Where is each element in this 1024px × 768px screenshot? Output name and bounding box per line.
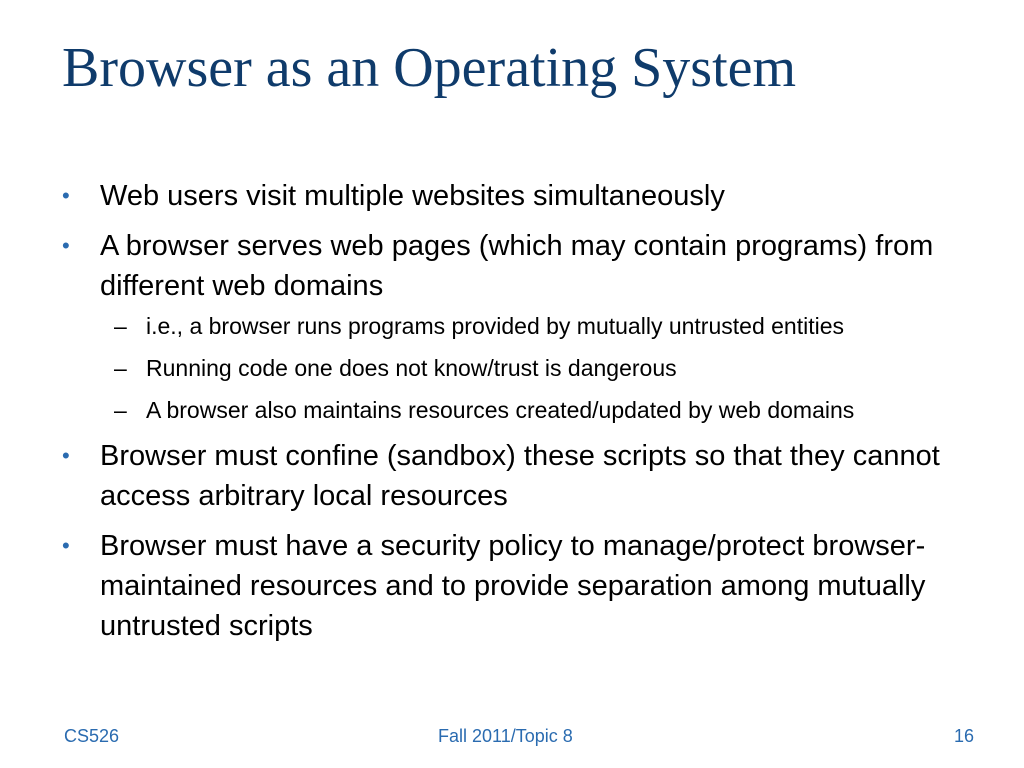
bullet-marker: • [62, 533, 70, 558]
bullet-item [62, 226, 972, 426]
bullet-text: Web users visit multiple websites simultaneously [100, 180, 725, 212]
footer-term: Fall 2011/Topic 8 [438, 726, 573, 746]
dash-marker: – [114, 313, 127, 339]
dash-marker: – [114, 355, 127, 381]
bullet-marker: • [62, 233, 70, 258]
sub-bullet-item [100, 394, 972, 426]
bullet-item [62, 436, 972, 516]
bullet-item [62, 526, 972, 646]
footer-page-number: 16 [953, 726, 974, 746]
slide-title: Browser as an Operating System [62, 37, 797, 99]
sub-bullet-item [100, 310, 972, 342]
sub-bullet-item [100, 352, 972, 384]
bullet-text: Browser must confine (sandbox) these scripts so that they cannot access arbitrary local resources [100, 440, 940, 512]
sub-bullet-text: i.e., a browser runs programs provided by mutually untrusted entities [146, 313, 844, 339]
bullet-item [62, 176, 972, 216]
sub-bullet-text: A browser also maintains resources created/updated by web domains [146, 397, 855, 423]
footer-course: CS526 [64, 726, 120, 746]
bullet-text: A browser serves web pages (which may contain programs) from different web domains [100, 230, 934, 302]
bullet-marker: • [62, 183, 70, 208]
sub-bullet-list [100, 310, 972, 426]
dash-marker: – [114, 397, 127, 423]
bullet-list [62, 176, 972, 656]
sub-bullet-text: Running code one does not know/trust is dangerous [146, 355, 677, 381]
bullet-text: Browser must have a security policy to manage/protect browser-maintained resources and to provide separation among mutually untrusted scripts [100, 530, 926, 642]
bullet-marker: • [62, 443, 70, 468]
